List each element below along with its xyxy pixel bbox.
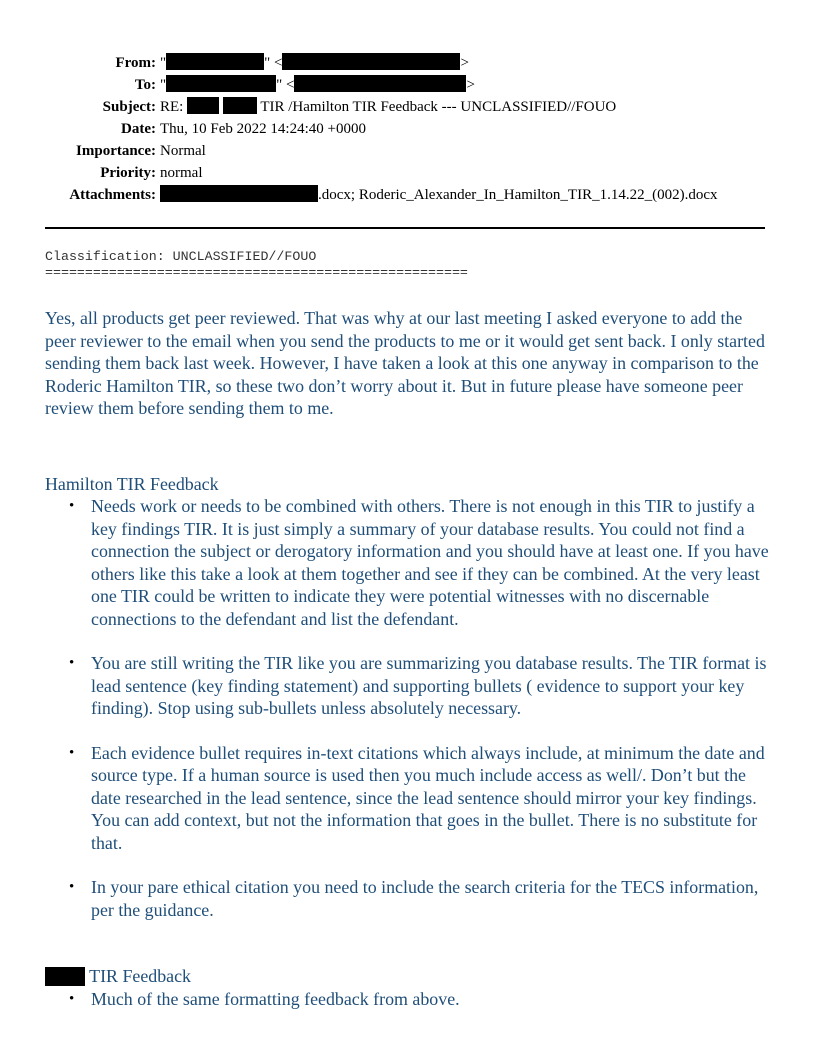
bullet-icon: • (69, 879, 75, 895)
list-item: • You are still writing the TIR like you are summarizing you database results. The TIR format is lead sentence (key finding statement) and supporting bullets ( evidence to support your key finding). Stop using sub-bullets unless absolutely necessary. (69, 653, 767, 718)
spacer (45, 921, 771, 965)
attachments-value (160, 184, 816, 206)
importance-value: Normal (160, 143, 206, 159)
header-date (0, 118, 816, 140)
subject-value: RE: TIR /Hamilton TIR Feedback --- UNCLASSIFIED//FOUO (160, 99, 617, 115)
header-attachments (0, 184, 816, 206)
header-subject (0, 96, 816, 118)
redaction-block (166, 75, 276, 92)
date-value: Thu, 10 Feb 2022 14:24:40 +0000 (160, 121, 366, 137)
spacer (45, 720, 771, 742)
header-importance (0, 140, 816, 162)
spacer (45, 464, 771, 473)
classification-rule: ===================================================== (45, 265, 468, 280)
subject-label: Subject: (102, 99, 156, 115)
redaction-block (187, 97, 219, 114)
section-heading: TIR Feedback (89, 966, 191, 986)
redaction-block (223, 97, 257, 114)
spacer (45, 420, 771, 464)
message-body (45, 307, 771, 1010)
list-item: • In your pare ethical citation you need to include the search criteria for the TECS information, per the guidance. (69, 877, 759, 920)
attachment-link[interactable]: .docx; Roderic_Alexander_In_Hamilton_TIR_1.14.22_(002).docx (318, 187, 718, 203)
redaction-block (160, 185, 318, 202)
list-item: • Needs work or needs to be combined with others. There is not enough in this TIR to justify a key findings TIR. It is just simply a summary of your database results. You could not find a connection the subject or derogatory information and you should have at least one. If you have others like this take a look at them together and see if they can be combined. At the very least one TIR could be written to indicate they were potential witnesses with no discernable connections to the defendant and list the defendant. (69, 496, 769, 629)
bullet-icon: • (69, 498, 75, 514)
classification-line: Classification: UNCLASSIFIED//FOUO (45, 249, 317, 264)
priority-value: normal (160, 165, 203, 181)
feedback-list (45, 988, 771, 1011)
email-header (0, 52, 816, 206)
redaction-block (45, 967, 85, 986)
section-heading: Hamilton TIR Feedback (45, 473, 219, 494)
intro-paragraph: Yes, all products get peer reviewed. That was why at our last meeting I asked everyone to add the peer reviewer to the email when you send the products to me or it would get sent back. I only started sending them back last week. However, I have taken a look at this one anyway in comparison to the Roderic Hamilton TIR, so these two don’t worry about it. But in future please have someone peer review them before sending them to me. (45, 308, 765, 418)
from-value: " " < > (160, 55, 469, 71)
spacer (45, 630, 771, 652)
section-hamilton (45, 473, 771, 922)
list-item: • Much of the same formatting feedback from above. (69, 988, 460, 1009)
redaction-block (294, 75, 466, 92)
header-priority (0, 162, 816, 184)
feedback-list (45, 495, 771, 921)
bullet-icon: • (69, 990, 75, 1007)
importance-label: Importance: (76, 143, 156, 159)
bullet-icon: • (69, 655, 75, 671)
attachments-label: Attachments: (69, 187, 156, 203)
header-divider (45, 227, 765, 229)
header-from (0, 52, 816, 74)
priority-label: Priority: (100, 165, 156, 181)
header-to (0, 74, 816, 96)
list-item: • Each evidence bullet requires in-text citations which always include, at minimum the date and source type. If a human source is used then you much include access as well/. Don’t but the date researched in the lead sentence, since the lead sentence should mirror your key findings. You can add context, but not the information that goes in the bullet. There is no substitute for that. (69, 742, 765, 853)
section-second (45, 965, 771, 1010)
redaction-block (282, 53, 460, 70)
to-label: To: (134, 77, 156, 93)
spacer (45, 854, 771, 876)
date-label: Date: (121, 121, 156, 137)
from-label: From: (115, 55, 156, 71)
bullet-icon: • (69, 744, 75, 761)
section-heading-row (45, 965, 771, 988)
to-value: " " < > (160, 77, 475, 93)
redaction-block (166, 53, 264, 70)
